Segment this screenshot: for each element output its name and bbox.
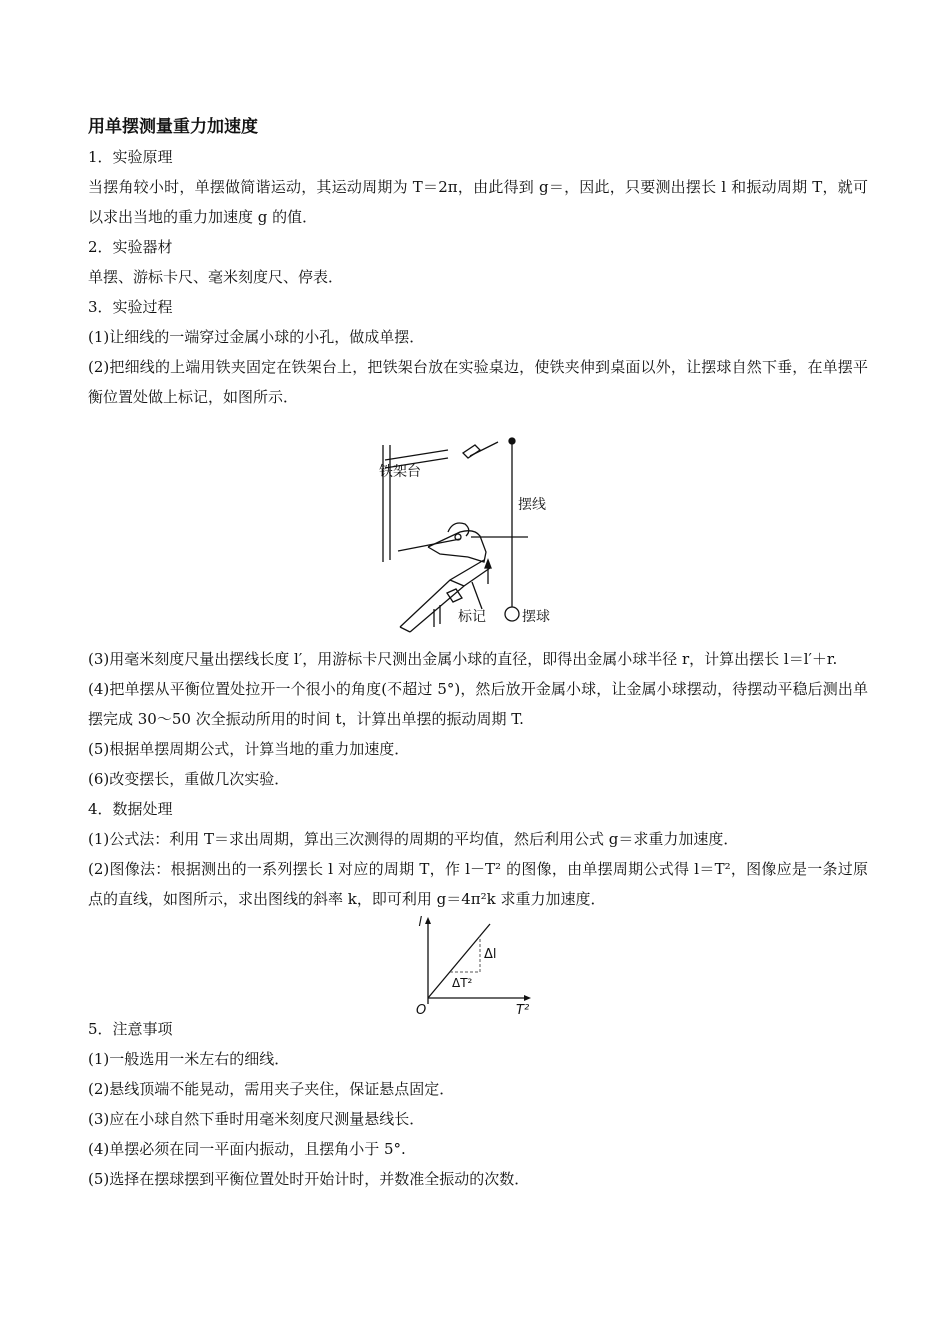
note-5: (5)选择在摆球摆到平衡位置处时开始计时，并数准全振动的次数． [88,1170,530,1188]
pendulum-apparatus-diagram [88,412,868,644]
procedure-step-2: (2)把细线的上端用铁夹固定在铁架台上，把铁架台放在实验桌边，使铁夹伸到桌面以外，让摆球自然下垂，在单摆平衡位置处做上标记，如图所示． [88,358,868,406]
note-4: (4)单摆必须在同一平面内振动，且摆角小于 5°. [88,1140,406,1158]
note-1: (1)一般选用一米左右的细线． [88,1050,290,1068]
procedure-step-5: (5)根据单摆周期公式，计算当地的重力加速度． [88,740,410,758]
procedure-step-3: (3)用毫米刻度尺量出摆线长度 l′，用游标卡尺测出金属小球的直径，即得出金属小球半径 r，计算出摆长 l＝l′＋r. [88,650,838,668]
l-t2-graph-figure [88,914,868,1014]
procedure-step-1: (1)让细线的一端穿过金属小球的小孔，做成单摆． [88,328,425,346]
section-heading-data-processing: 4．数据处理 [88,800,173,818]
delta-t2-label: ΔT² [452,976,473,990]
equipment-text: 单摆、游标卡尺、毫米刻度尺、停表． [88,268,344,286]
note-2: (2)悬线顶端不能晃动，需用夹子夹住，保证悬点固定． [88,1080,455,1098]
procedure-step-6: (6)改变摆长，重做几次实验． [88,770,290,788]
x-axis-label: T² [516,1003,530,1014]
section-heading-procedure: 3．实验过程 [88,298,173,316]
iron-stand-label: 铁架台 [379,464,421,480]
pendulum-ball-label: 摆球 [522,609,550,625]
data-method-graph: (2)图像法：根据测出的一系列摆长 l 对应的周期 T，作 l－T² 的图像，由单摆周期公式得 l＝T²，图像应是一条过原点的直线，如图所示，求出图线的斜率 k，即可利用 g＝4π²k 求重力加速度． [88,860,868,908]
section-heading-principle: 1．实验原理 [88,148,173,166]
data-method-formula: (1)公式法：利用 T＝求出周期，算出三次测得的周期的平均值，然后利用公式 g＝求重力加速度． [88,830,739,848]
delta-l-label: Δl [484,947,497,962]
mark-label: 标记 [458,609,486,625]
principle-text: 当摆角较小时，单摆做简谐运动，其运动周期为 T＝2π，由此得到 g＝，因此，只要测出摆长 l 和振动周期 T，就可以求出当地的重力加速度 g 的值． [88,178,868,226]
l-t2-graph [88,914,868,1014]
document-page [88,112,868,1194]
section-heading-notes: 5．注意事项 [88,1020,173,1038]
section-heading-equipment: 2．实验器材 [88,238,173,256]
note-3: (3)应在小球自然下垂时用毫米刻度尺测量悬线长． [88,1110,425,1128]
procedure-step-4: (4)把单摆从平衡位置处拉开一个很小的角度(不超过 5°)，然后放开金属小球，让金属小球摆动，待摆动平稳后测出单摆完成 30～50 次全振动所用的时间 t，计算出单摆的振动周期 T. [88,680,868,728]
pendulum-apparatus-figure [88,412,868,644]
y-axis-label: l [418,915,422,930]
origin-label: O [416,1003,427,1014]
document-title: 用单摆测量重力加速度 [88,117,258,137]
pendulum-string-label: 摆线 [518,497,546,513]
